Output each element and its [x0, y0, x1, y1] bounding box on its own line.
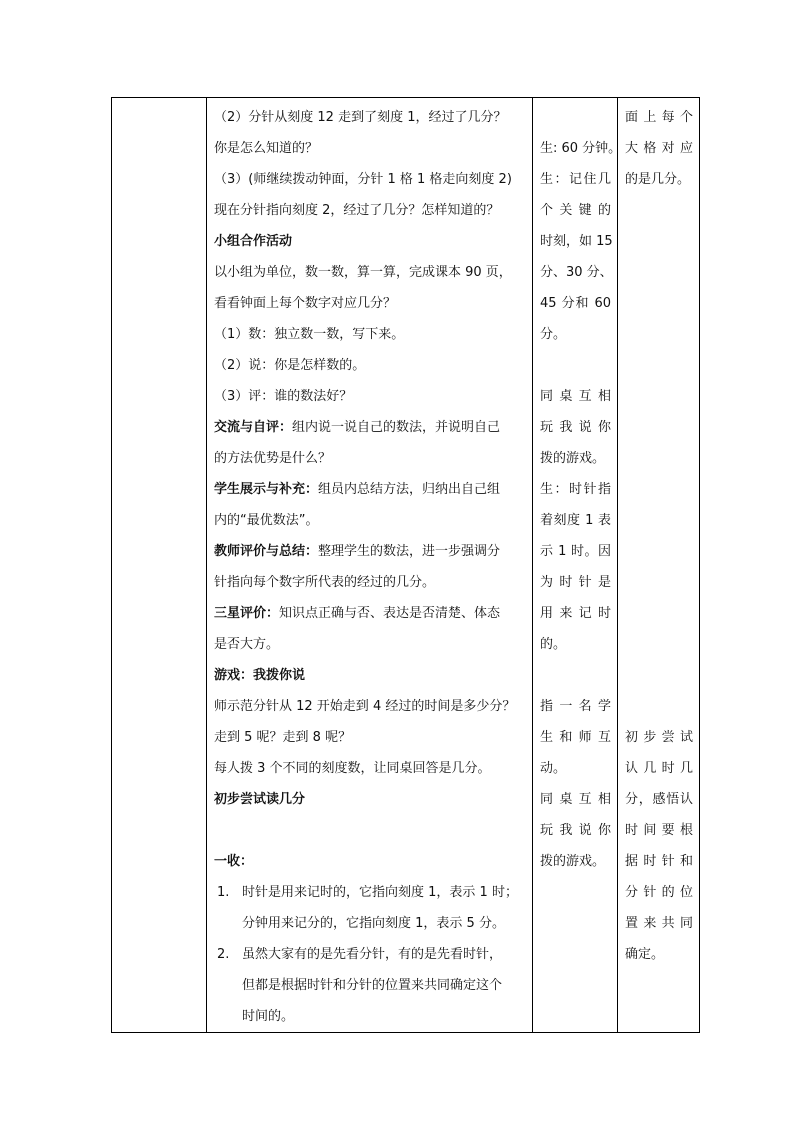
teacher-line-1 [214, 536, 526, 567]
summary-item-2-line-2: 但都是根据时针和分针的位置来共同确定这个 [242, 978, 503, 993]
step-say: （2）说：你是怎样数的。 [214, 358, 366, 373]
stage-column-cell [112, 98, 207, 1033]
spacer [625, 505, 693, 536]
question-2-line-1: （2）分针从刻度 12 走到了刻度 1，经过了几分？ [214, 110, 507, 125]
star-text: 知识点正确与否、表达是否清楚、体态 [279, 606, 501, 621]
student-line: 45 分和 60 [540, 296, 611, 311]
summary-item-2-line-3: 时间的。 [242, 1009, 295, 1024]
intent-line: 初步尝试 [625, 730, 693, 745]
show-line-1 [214, 474, 526, 505]
exchange-line-2: 的方法优势是什么？ [214, 451, 332, 466]
design-intent-cell [618, 98, 700, 1033]
spacer [625, 195, 693, 226]
intent-line: 分针的位 [625, 885, 693, 900]
summary-item-2-line-1 [214, 939, 526, 970]
spacer [625, 443, 693, 474]
star-label: 三星评价： [214, 606, 280, 621]
student-line: 示 1 时。因 [540, 544, 611, 559]
question-3-line-1: （3）(师继续拨动钟面，分针 1 格 1 格走向刻度 2) [214, 172, 512, 187]
spacer [625, 474, 693, 505]
teacher-label: 教师评价与总结： [214, 544, 319, 559]
student-line: 生: 60 分钟。 [540, 141, 622, 156]
student-line: 用来记时 [540, 606, 611, 621]
step-count: （1）数：独立数一数，写下来。 [214, 327, 405, 342]
spacer [625, 319, 693, 350]
show-label: 学生展示与补充： [214, 482, 319, 497]
group-activity-title: 小组合作活动 [214, 234, 293, 249]
question-2-line-2: 你是怎么知道的？ [214, 141, 319, 156]
student-line: 的。 [540, 637, 567, 652]
student-line: 同桌互相 [540, 792, 611, 807]
game-line-1: 师示范分针从 12 开始走到 4 经过的时间是多少分？ [214, 699, 516, 714]
show-text: 组员内总结方法，归纳出自己组 [318, 482, 501, 497]
intent-line: 分，感悟认 [625, 792, 693, 807]
group-activity-line-1: 以小组为单位，数一数，算一算，完成课本 90 页， [214, 265, 512, 280]
question-3-line-2: 现在分针指向刻度 2，经过了几分？怎样知道的？ [214, 203, 500, 218]
intent-line: 确定。 [625, 947, 665, 962]
spacer [625, 598, 693, 629]
spacer [540, 350, 611, 381]
spacer [625, 350, 693, 381]
spacer [625, 412, 693, 443]
lesson-plan-table [111, 97, 700, 1033]
student-line: 分。 [540, 327, 567, 342]
exchange-text: 组内说一说自己的数法，并说明自己 [292, 420, 501, 435]
intent-line: 置来共同 [625, 916, 693, 931]
spacer [625, 288, 693, 319]
list-number: 2. [217, 947, 230, 962]
intent-line: 据时针和 [625, 854, 693, 869]
student-line: 玩我说你 [540, 823, 611, 838]
exchange-label: 交流与自评： [214, 420, 293, 435]
student-line: 指一名学 [540, 699, 611, 714]
exchange-line-1 [214, 412, 526, 443]
student-line: 个关键的 [540, 203, 611, 218]
intent-line: 大格对应 [625, 141, 693, 156]
spacer [625, 381, 693, 412]
intent-line: 的是几分。 [625, 172, 691, 187]
spacer [625, 691, 693, 722]
summary-item-1-line-1 [214, 877, 526, 908]
intent-line: 认几时几 [625, 761, 693, 776]
student-line: 拨的游戏。 [540, 854, 606, 869]
intent-line: 时间要根 [625, 823, 693, 838]
spacer [540, 660, 611, 691]
summary-text: 虽然大家有的是先看分针，有的是先看时针， [242, 947, 503, 962]
teaching-process-cell [207, 98, 533, 1033]
spacer [540, 102, 611, 133]
step-evaluate: （3）评：谁的数法好？ [214, 389, 353, 404]
show-line-2: 内的“最优数法”。 [214, 513, 319, 528]
list-number: 1. [217, 885, 230, 900]
spacer [625, 629, 693, 660]
student-line: 动。 [540, 761, 567, 776]
student-line: 为时针是 [540, 575, 611, 590]
spacer [625, 226, 693, 257]
spacer [625, 536, 693, 567]
table-row [112, 98, 700, 1033]
student-line: 着刻度 1 表 [540, 513, 611, 528]
student-line: 玩我说你 [540, 420, 611, 435]
summary-item-1-line-2: 分钟用来记分的，它指向刻度 1，表示 5 分。 [242, 916, 505, 931]
trial-title: 初步尝试读几分 [214, 792, 306, 807]
summary-title: 一收： [214, 854, 254, 869]
blank-line [214, 815, 526, 846]
student-line: 分、30 分、 [540, 265, 613, 280]
student-line: 拨的游戏。 [540, 451, 606, 466]
game-title: 游戏：我拨你说 [214, 668, 306, 683]
student-line: 时刻，如 15 [540, 234, 613, 249]
star-line-2: 是否大方。 [214, 637, 280, 652]
student-line: 生：时针指 [540, 482, 611, 497]
student-line: 生：记住几 [540, 172, 611, 187]
spacer [625, 567, 693, 598]
spacer [625, 257, 693, 288]
game-line-3: 每人拨 3 个不同的刻度数，让同桌回答是几分。 [214, 761, 491, 776]
spacer [625, 660, 693, 691]
student-line: 生和师互 [540, 730, 611, 745]
game-line-2: 走到 5 呢？走到 8 呢？ [214, 730, 352, 745]
group-activity-line-2: 看看钟面上每个数字对应几分？ [214, 296, 397, 311]
summary-text: 时针是用来记时的，它指向刻度 1，表示 1 时； [242, 885, 518, 900]
teacher-line-2: 针指向每个数字所代表的经过的几分。 [214, 575, 436, 590]
teacher-text: 整理学生的数法，进一步强调分 [318, 544, 501, 559]
intent-line: 面上每个 [625, 110, 693, 125]
student-line: 同桌互相 [540, 389, 611, 404]
student-activity-cell [533, 98, 622, 1033]
star-line-1 [214, 598, 526, 629]
